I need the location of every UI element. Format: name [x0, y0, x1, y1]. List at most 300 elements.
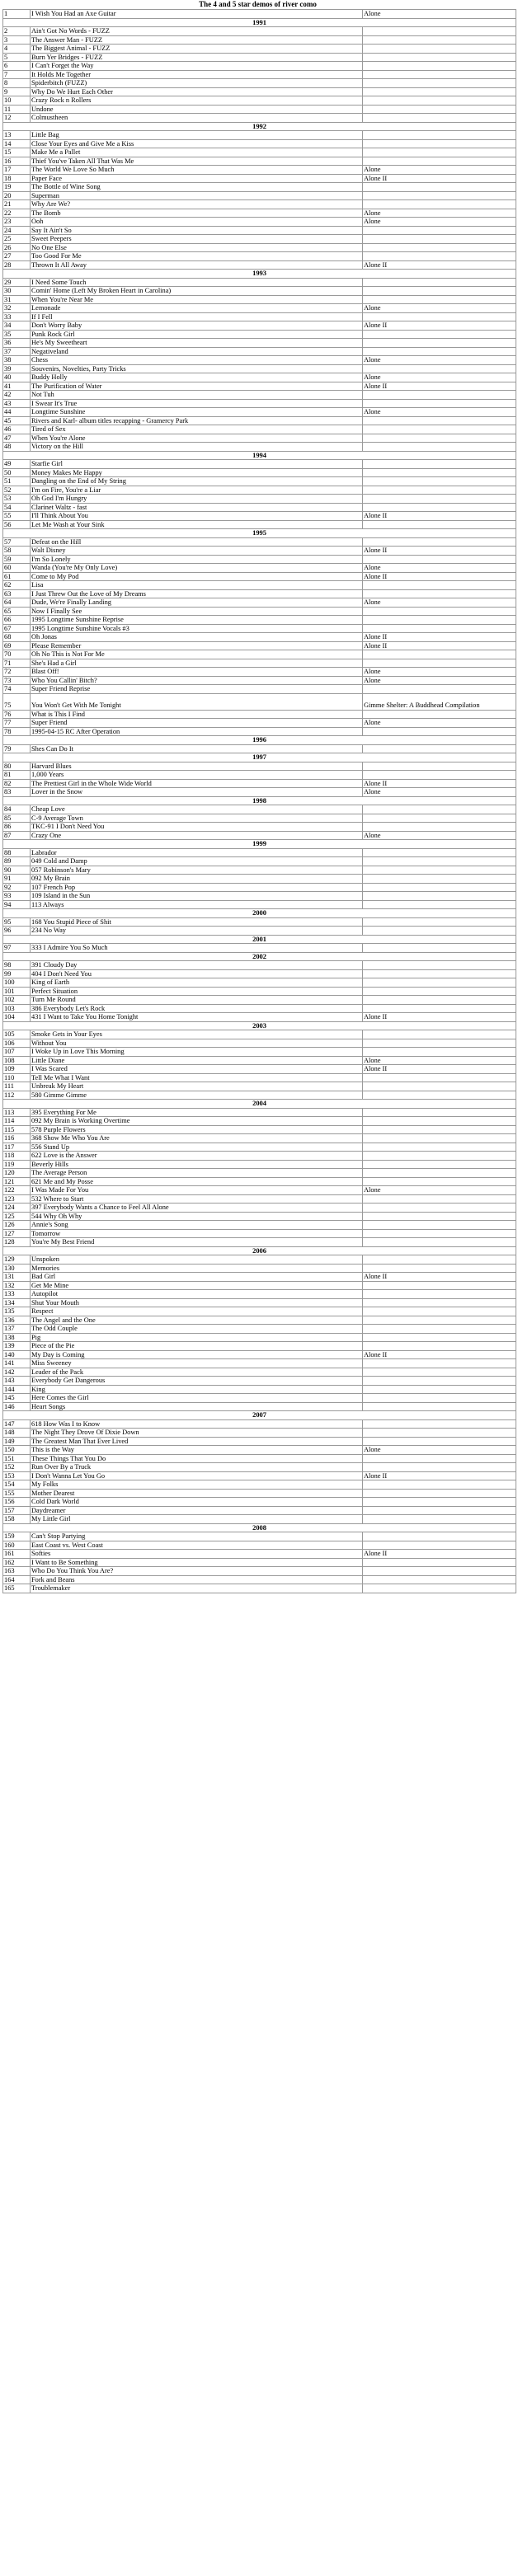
year-header-row [3, 1523, 516, 1532]
song-title: Chess [31, 356, 363, 365]
track-number: 28 [3, 260, 31, 270]
song-title: 391 Cloudy Day [31, 961, 363, 970]
table-row [3, 572, 516, 581]
song-title: When You're Alone [31, 434, 363, 443]
year-header-row [3, 1021, 516, 1030]
track-number: 158 [3, 1515, 31, 1524]
track-number: 94 [3, 900, 31, 909]
song-title: My Folks [31, 1480, 363, 1490]
album-note [363, 581, 516, 590]
track-number: 90 [3, 866, 31, 875]
table-row [3, 157, 516, 166]
table-row [3, 114, 516, 123]
table-row [3, 1091, 516, 1100]
track-number: 26 [3, 243, 31, 252]
table-row [3, 633, 516, 642]
track-number: 60 [3, 564, 31, 573]
year-header: 1995 [3, 529, 516, 538]
track-number: 8 [3, 79, 31, 88]
track-number: 165 [3, 1584, 31, 1593]
song-title: I Was Made For You [31, 1186, 363, 1195]
song-title: 092 My Brain is Working Overtime [31, 1117, 363, 1126]
track-number: 131 [3, 1273, 31, 1282]
album-note [363, 1515, 516, 1524]
year-header: 1993 [3, 270, 516, 279]
song-title: Please Remember [31, 641, 363, 650]
track-number: 133 [3, 1290, 31, 1299]
table-row [3, 408, 516, 417]
album-note: Alone [363, 1186, 516, 1195]
album-note [363, 391, 516, 400]
track-number: 128 [3, 1238, 31, 1247]
album-note [363, 555, 516, 564]
song-title: The Greatest Man That Ever Lived [31, 1437, 363, 1446]
album-note [363, 1281, 516, 1290]
table-row [3, 744, 516, 753]
track-number: 113 [3, 1108, 31, 1117]
album-note [363, 1255, 516, 1265]
table-row [3, 347, 516, 356]
track-number: 6 [3, 62, 31, 71]
album-note: Alone II [363, 1471, 516, 1480]
song-title: 386 Everybody Let's Rock [31, 1004, 363, 1013]
track-number: 33 [3, 312, 31, 321]
track-number: 124 [3, 1204, 31, 1213]
track-number: 74 [3, 685, 31, 694]
year-header: 2002 [3, 952, 516, 961]
table-row [3, 1281, 516, 1290]
track-number: 59 [3, 555, 31, 564]
album-note [363, 1238, 516, 1247]
album-note: Alone II [363, 260, 516, 270]
song-title: Respect [31, 1307, 363, 1316]
album-note [363, 857, 516, 866]
table-row [3, 866, 516, 875]
track-number: 105 [3, 1030, 31, 1039]
song-title: Sweet Peepers [31, 235, 363, 244]
song-title: 092 My Brain [31, 875, 363, 884]
track-number: 31 [3, 295, 31, 304]
track-number: 36 [3, 339, 31, 348]
song-title: It Holds Me Together [31, 70, 363, 79]
song-title: 397 Everybody Wants a Chance to Feel All Alone [31, 1204, 363, 1213]
track-number: 160 [3, 1541, 31, 1550]
song-title: When You're Near Me [31, 295, 363, 304]
song-title: This is the Way [31, 1446, 363, 1455]
album-note [363, 805, 516, 814]
year-header-row [3, 18, 516, 27]
year-header: 1994 [3, 451, 516, 460]
song-title: TKC-91 I Don't Need You [31, 823, 363, 832]
album-note: Alone [363, 719, 516, 728]
year-header: 2006 [3, 1246, 516, 1255]
table-row [3, 1584, 516, 1593]
track-number: 34 [3, 321, 31, 331]
song-title: Ooh [31, 218, 363, 227]
track-number: 100 [3, 978, 31, 988]
track-number: 162 [3, 1558, 31, 1567]
song-title: I Can't Forget the Way [31, 62, 363, 71]
album-note [363, 1454, 516, 1463]
song-title: Colmustheen [31, 114, 363, 123]
track-number: 4 [3, 45, 31, 54]
table-row [3, 62, 516, 71]
table-row [3, 1333, 516, 1342]
song-title: Tomorrow [31, 1229, 363, 1238]
song-title: 234 No Way [31, 927, 363, 936]
table-row [3, 166, 516, 175]
track-number: 54 [3, 503, 31, 512]
song-title: 556 Stand Up [31, 1143, 363, 1152]
song-title: The Purification of Water [31, 382, 363, 391]
track-number: 115 [3, 1125, 31, 1134]
table-row [3, 1463, 516, 1472]
album-note [363, 961, 516, 970]
track-number: 56 [3, 520, 31, 529]
album-note [363, 1152, 516, 1161]
track-number: 86 [3, 823, 31, 832]
table-row [3, 624, 516, 633]
table-row [3, 1108, 516, 1117]
song-title: Oh Jonas [31, 633, 363, 642]
table-row [3, 848, 516, 857]
album-note [363, 1333, 516, 1342]
table-row [3, 486, 516, 495]
table-row [3, 1004, 516, 1013]
song-title: Beverly Hills [31, 1160, 363, 1169]
table-row [3, 1350, 516, 1359]
album-note [363, 944, 516, 953]
album-note [363, 875, 516, 884]
track-number: 66 [3, 616, 31, 625]
album-note [363, 1134, 516, 1143]
table-row [3, 900, 516, 909]
album-note: Alone [363, 1446, 516, 1455]
song-title: Negativeland [31, 347, 363, 356]
table-row [3, 883, 516, 892]
table-row [3, 1429, 516, 1438]
table-row [3, 295, 516, 304]
song-title: I Swear It's True [31, 399, 363, 408]
table-row [3, 1264, 516, 1273]
album-note [363, 616, 516, 625]
year-header-row [3, 529, 516, 538]
song-title: Paper Face [31, 174, 363, 183]
table-row [3, 373, 516, 382]
song-title: Shut Your Mouth [31, 1298, 363, 1307]
track-number: 51 [3, 477, 31, 486]
song-title: Rivers and Karl- album titles recapping - Gramercy Park [31, 416, 363, 425]
song-title: C-9 Average Town [31, 814, 363, 823]
track-number: 110 [3, 1073, 31, 1082]
table-row [3, 252, 516, 261]
album-note [363, 1342, 516, 1351]
song-title: The Bottle of Wine Song [31, 183, 363, 192]
album-note [363, 710, 516, 719]
track-number: 38 [3, 356, 31, 365]
album-note: Alone [363, 831, 516, 840]
table-row [3, 364, 516, 373]
album-note: Alone [363, 788, 516, 797]
table-row [3, 1117, 516, 1126]
song-title: Walt Disney [31, 547, 363, 556]
album-note [363, 35, 516, 45]
table-row [3, 1160, 516, 1169]
album-note: Alone II [363, 321, 516, 331]
table-row [3, 1030, 516, 1039]
table-row [3, 1169, 516, 1178]
table-row [3, 416, 516, 425]
album-note: Alone [363, 1056, 516, 1065]
table-row [3, 1325, 516, 1334]
album-note [363, 650, 516, 659]
table-row [3, 105, 516, 114]
table-row [3, 668, 516, 677]
track-number: 23 [3, 218, 31, 227]
table-row [3, 139, 516, 148]
song-title: Now I Finally See [31, 607, 363, 616]
table-row [3, 1143, 516, 1152]
song-title: Souvenirs, Novelties, Party Tricks [31, 364, 363, 373]
table-row [3, 79, 516, 88]
table-row [3, 382, 516, 391]
song-title: I Woke Up in Love This Morning [31, 1048, 363, 1057]
album-note [363, 477, 516, 486]
table-row [3, 468, 516, 477]
song-title: Piece of the Pie [31, 1342, 363, 1351]
track-number: 55 [3, 512, 31, 521]
song-title: The Answer Man - FUZZ [31, 35, 363, 45]
table-row [3, 260, 516, 270]
album-note [363, 762, 516, 771]
demo-list-table [2, 9, 516, 1593]
track-number: 151 [3, 1454, 31, 1463]
song-title: 049 Cold and Damp [31, 857, 363, 866]
song-title: The Night They Drove Of Dixie Down [31, 1429, 363, 1438]
song-title: 168 You Stupid Piece of Shit [31, 917, 363, 927]
track-number: 129 [3, 1255, 31, 1265]
song-title: Little Diane [31, 1056, 363, 1065]
year-header-row [3, 270, 516, 279]
album-note [363, 848, 516, 857]
song-title: Troublemaker [31, 1584, 363, 1593]
table-row [3, 1532, 516, 1541]
table-row [3, 209, 516, 218]
album-note [363, 1073, 516, 1082]
album-note: Alone [363, 408, 516, 417]
track-number: 125 [3, 1212, 31, 1221]
song-title: Oh God I'm Hungry [31, 495, 363, 504]
table-row [3, 520, 516, 529]
album-note [363, 900, 516, 909]
song-title: I'm on Fire, You're a Liar [31, 486, 363, 495]
song-title: Run Over By a Truck [31, 1463, 363, 1472]
year-header: 2003 [3, 1021, 516, 1030]
table-row [3, 96, 516, 106]
album-note: Gimme Shelter: A Buddhead Compilation [363, 693, 516, 710]
track-number: 87 [3, 831, 31, 840]
album-note [363, 607, 516, 616]
album-note [363, 814, 516, 823]
album-note: Alone II [363, 641, 516, 650]
song-title: Thief You've Taken All That Was Me [31, 157, 363, 166]
table-row [3, 607, 516, 616]
song-title: 109 Island in the Sun [31, 892, 363, 901]
table-row [3, 1489, 516, 1498]
album-note: Alone [363, 356, 516, 365]
album-note [363, 1194, 516, 1204]
album-note [363, 1385, 516, 1394]
table-row [3, 1550, 516, 1559]
song-title: King [31, 1385, 363, 1394]
table-row [3, 771, 516, 780]
song-title: Dude, We're Finally Landing [31, 598, 363, 608]
album-note [363, 1584, 516, 1593]
track-number: 81 [3, 771, 31, 780]
table-row [3, 1082, 516, 1091]
album-note [363, 148, 516, 157]
table-row [3, 183, 516, 192]
table-row [3, 1255, 516, 1265]
year-header-row [3, 122, 516, 131]
album-note [363, 295, 516, 304]
year-header-row [3, 1246, 516, 1255]
table-row [3, 477, 516, 486]
album-note: Alone II [363, 1350, 516, 1359]
track-number: 48 [3, 443, 31, 452]
table-row [3, 685, 516, 694]
track-number: 156 [3, 1498, 31, 1507]
album-note [363, 1429, 516, 1438]
album-note [363, 425, 516, 434]
table-row [3, 555, 516, 564]
table-row [3, 1186, 516, 1195]
year-header: 1998 [3, 796, 516, 805]
album-note: Alone [363, 304, 516, 313]
album-note [363, 823, 516, 832]
table-row [3, 218, 516, 227]
song-title: Ain't Got No Words - FUZZ [31, 27, 363, 36]
song-title: I Just Threw Out the Love of My Dreams [31, 589, 363, 598]
song-title: Longtime Sunshine [31, 408, 363, 417]
album-note [363, 659, 516, 668]
table-row [3, 987, 516, 996]
table-row [3, 425, 516, 434]
album-note [363, 131, 516, 140]
track-number: 78 [3, 727, 31, 736]
song-title: Undone [31, 105, 363, 114]
table-row [3, 235, 516, 244]
album-note [363, 330, 516, 339]
album-note [363, 1498, 516, 1507]
track-number: 42 [3, 391, 31, 400]
song-title: Shes Can Do It [31, 744, 363, 753]
song-title: Starfie Girl [31, 460, 363, 469]
table-row [3, 200, 516, 209]
table-row [3, 1056, 516, 1065]
song-title: Dangling on the End of My String [31, 477, 363, 486]
song-title: You Won't Get With Me Tonight [31, 693, 363, 710]
album-note [363, 443, 516, 452]
track-number: 142 [3, 1368, 31, 1377]
table-row [3, 1419, 516, 1429]
track-number: 119 [3, 1160, 31, 1169]
album-note: Alone II [363, 547, 516, 556]
album-note [363, 27, 516, 36]
table-row [3, 1471, 516, 1480]
album-note [363, 1463, 516, 1472]
track-number: 13 [3, 131, 31, 140]
table-row [3, 1134, 516, 1143]
song-title: I Was Scared [31, 1065, 363, 1074]
track-number: 93 [3, 892, 31, 901]
track-number: 136 [3, 1316, 31, 1325]
track-number: 46 [3, 425, 31, 434]
track-number: 3 [3, 35, 31, 45]
song-title: Why Are We? [31, 200, 363, 209]
table-row [3, 892, 516, 901]
album-note [363, 892, 516, 901]
table-row [3, 547, 516, 556]
track-number: 89 [3, 857, 31, 866]
track-number: 30 [3, 287, 31, 296]
track-number: 52 [3, 486, 31, 495]
year-header-row [3, 736, 516, 745]
album-note [363, 1368, 516, 1377]
track-number: 146 [3, 1402, 31, 1411]
table-row [3, 1290, 516, 1299]
table-row [3, 616, 516, 625]
song-title: Lisa [31, 581, 363, 590]
track-number: 61 [3, 572, 31, 581]
track-number: 18 [3, 174, 31, 183]
song-title: What is This I Find [31, 710, 363, 719]
demo-list-sheet [2, 0, 513, 1593]
album-note [363, 45, 516, 54]
table-row [3, 399, 516, 408]
song-title: The World We Love So Much [31, 166, 363, 175]
table-row [3, 727, 516, 736]
album-note [363, 1489, 516, 1498]
table-row [3, 814, 516, 823]
table-row [3, 1073, 516, 1082]
track-number: 1 [3, 10, 31, 19]
song-title: The Biggest Animal - FUZZ [31, 45, 363, 54]
track-number: 62 [3, 581, 31, 590]
track-number: 7 [3, 70, 31, 79]
track-number: 79 [3, 744, 31, 753]
table-row [3, 304, 516, 313]
table-row [3, 278, 516, 287]
album-note: Alone II [363, 779, 516, 788]
track-number: 152 [3, 1463, 31, 1472]
table-row [3, 1515, 516, 1524]
album-note [363, 1506, 516, 1515]
song-title: Harvard Blues [31, 762, 363, 771]
table-row [3, 287, 516, 296]
table-row [3, 1048, 516, 1057]
track-number: 108 [3, 1056, 31, 1065]
album-note [363, 1004, 516, 1013]
album-note: Alone II [363, 1550, 516, 1559]
table-row [3, 174, 516, 183]
table-row [3, 503, 516, 512]
album-note [363, 1419, 516, 1429]
year-header-row [3, 909, 516, 918]
song-title: I'll Think About You [31, 512, 363, 521]
table-row [3, 53, 516, 62]
song-title: Superman [31, 191, 363, 200]
